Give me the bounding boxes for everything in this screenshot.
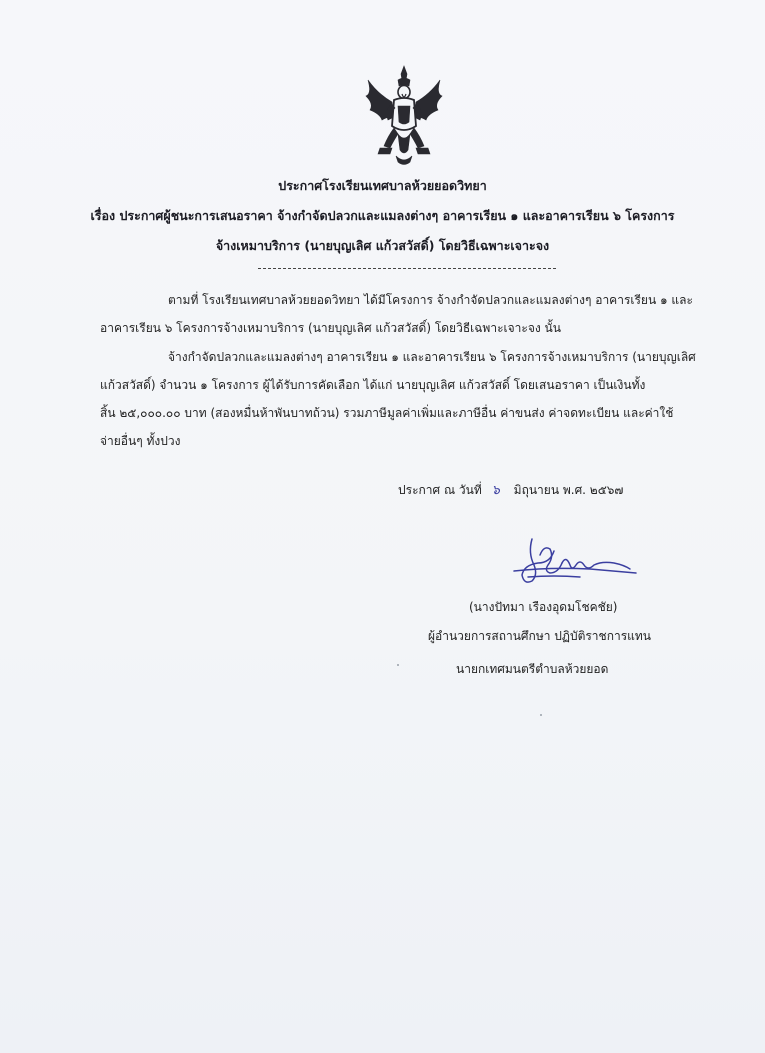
paragraph-2-line-1: จ้างกำจัดปลวกและแมลงต่างๆ อาคารเรียน ๑ และอาคารเรียน ๖ โครงการจ้างเหมาบริการ (นายบุญเลิศ [168, 350, 696, 364]
paragraph-1-line-2: อาคารเรียน ๖ โครงการจ้างเหมาบริการ (นายบุญเลิศ แก้วสวัสดิ์) โดยวิธีเฉพาะเจาะจง นั้น [100, 321, 561, 335]
paragraph-2-line-2: แก้วสวัสดิ์) จำนวน ๑ โครงการ ผู้ได้รับการคัดเลือก ได้แก่ นายบุญเลิศ แก้วสวัสดิ์ โดยเสนอราคา เป็นเงินทั้ง [100, 378, 646, 392]
signer-position-2: นายกเทศมนตรีตำบลห้วยยอด [456, 662, 609, 676]
signer-position-1: ผู้อำนวยการสถานศึกษา ปฏิบัติราชการแทน [428, 629, 651, 643]
paragraph-2-line-4: จ่ายอื่นๆ ทั้งปวง [100, 434, 181, 448]
header-divider [258, 268, 556, 269]
signature [510, 535, 642, 587]
announcement-title: ประกาศโรงเรียนเทศบาลห้วยยอดวิทยา [278, 178, 487, 193]
paper-speck [397, 664, 399, 666]
date-prefix: ประกาศ ณ วันที่ [398, 483, 482, 497]
garuda-emblem [362, 64, 446, 168]
date-day-handwritten: ๖ [491, 483, 500, 498]
announcement-date [398, 482, 623, 499]
paragraph-2-line-3: สิ้น ๒๕,๐๐๐.๐๐ บาท (สองหมื่นห้าพันบาทถ้วน) รวมภาษีมูลค่าเพิ่มและภาษีอื่น ค่าขนส่ง ค่าจดทะเบียน และค่าใช้ [100, 406, 674, 420]
subject-line-2: จ้างเหมาบริการ (นายบุญเลิศ แก้วสวัสดิ์) โดยวิธีเฉพาะเจาะจง [215, 238, 550, 253]
subject-line-1: เรื่อง ประกาศผู้ชนะการเสนอราคา จ้างกำจัดปลวกและแมลงต่างๆ อาคารเรียน ๑ และอาคารเรียน ๖ โครงการ [90, 208, 675, 223]
paper-speck [540, 714, 542, 716]
date-month-year: มิถุนายน พ.ศ. ๒๕๖๗ [513, 483, 624, 497]
paragraph-1-line-1: ตามที่ โรงเรียนเทศบาลห้วยยอดวิทยา ได้มีโครงการ จ้างกำจัดปลวกและแมลงต่างๆ อาคารเรียน ๑ และ [168, 293, 693, 307]
signer-name: (นางปัทมา เรืองอุดมโชคชัย) [469, 600, 618, 614]
